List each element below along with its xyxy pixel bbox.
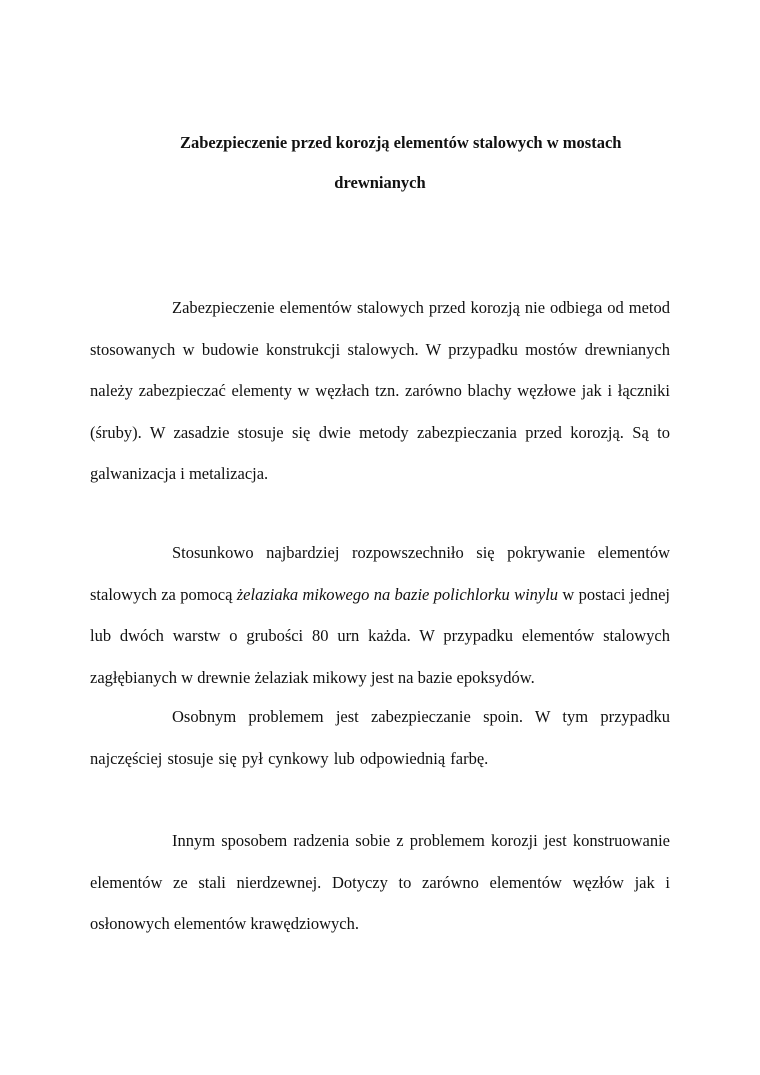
paragraph-emphasis-text: żelaziaka mikowego na bazie polichlorku winylu [236,584,559,604]
document-title-line-1: Zabezpieczenie przed korozją elementów stalowych w mostach [180,133,622,152]
paragraph-text-after-emphasis: w postaci jednej lub dwóch warstw o grubości 80 urn każda. W przypadku elementów stalowych zagłębianych w drewnie żelaziak mikowy jest na bazie epoksydów. [90,584,670,687]
document-title-line-2: drewnianych [334,173,426,192]
paragraph-text-before-emphasis: Stosunkowo najbardziej rozpowszechniło się pokrywanie elementów stalowych za pomocą [90,543,670,604]
paragraph-weld-protection: Osobnym problemem jest zabezpieczanie spoin. W tym przypadku najczęściej stosuje się pył cynkowy lub odpowiednią farbę. [90,707,670,768]
paragraph-mica-iron-oxide [90,532,670,698]
paragraph-corrosion-methods: Zabezpieczenie elementów stalowych przed korozją nie odbiega od metod stosowanych w budowie konstrukcji stalowych. W przypadku mostów drewnianych należy zabezpieczać elementy w węzłach tzn. zarówno blachy węzłowe jak i łączniki (śruby). W zasadzie stosuje się dwie metody zabezpieczania przed korozją. Są to galwanizacja i metalizacja. [90,298,670,483]
paragraph-stainless-steel: Innym sposobem radzenia sobie z problemem korozji jest konstruowanie elementów ze stali nierdzewnej. Dotyczy to zarówno elementów węzłów jak i osłonowych elementów krawędziowych. [90,831,670,933]
